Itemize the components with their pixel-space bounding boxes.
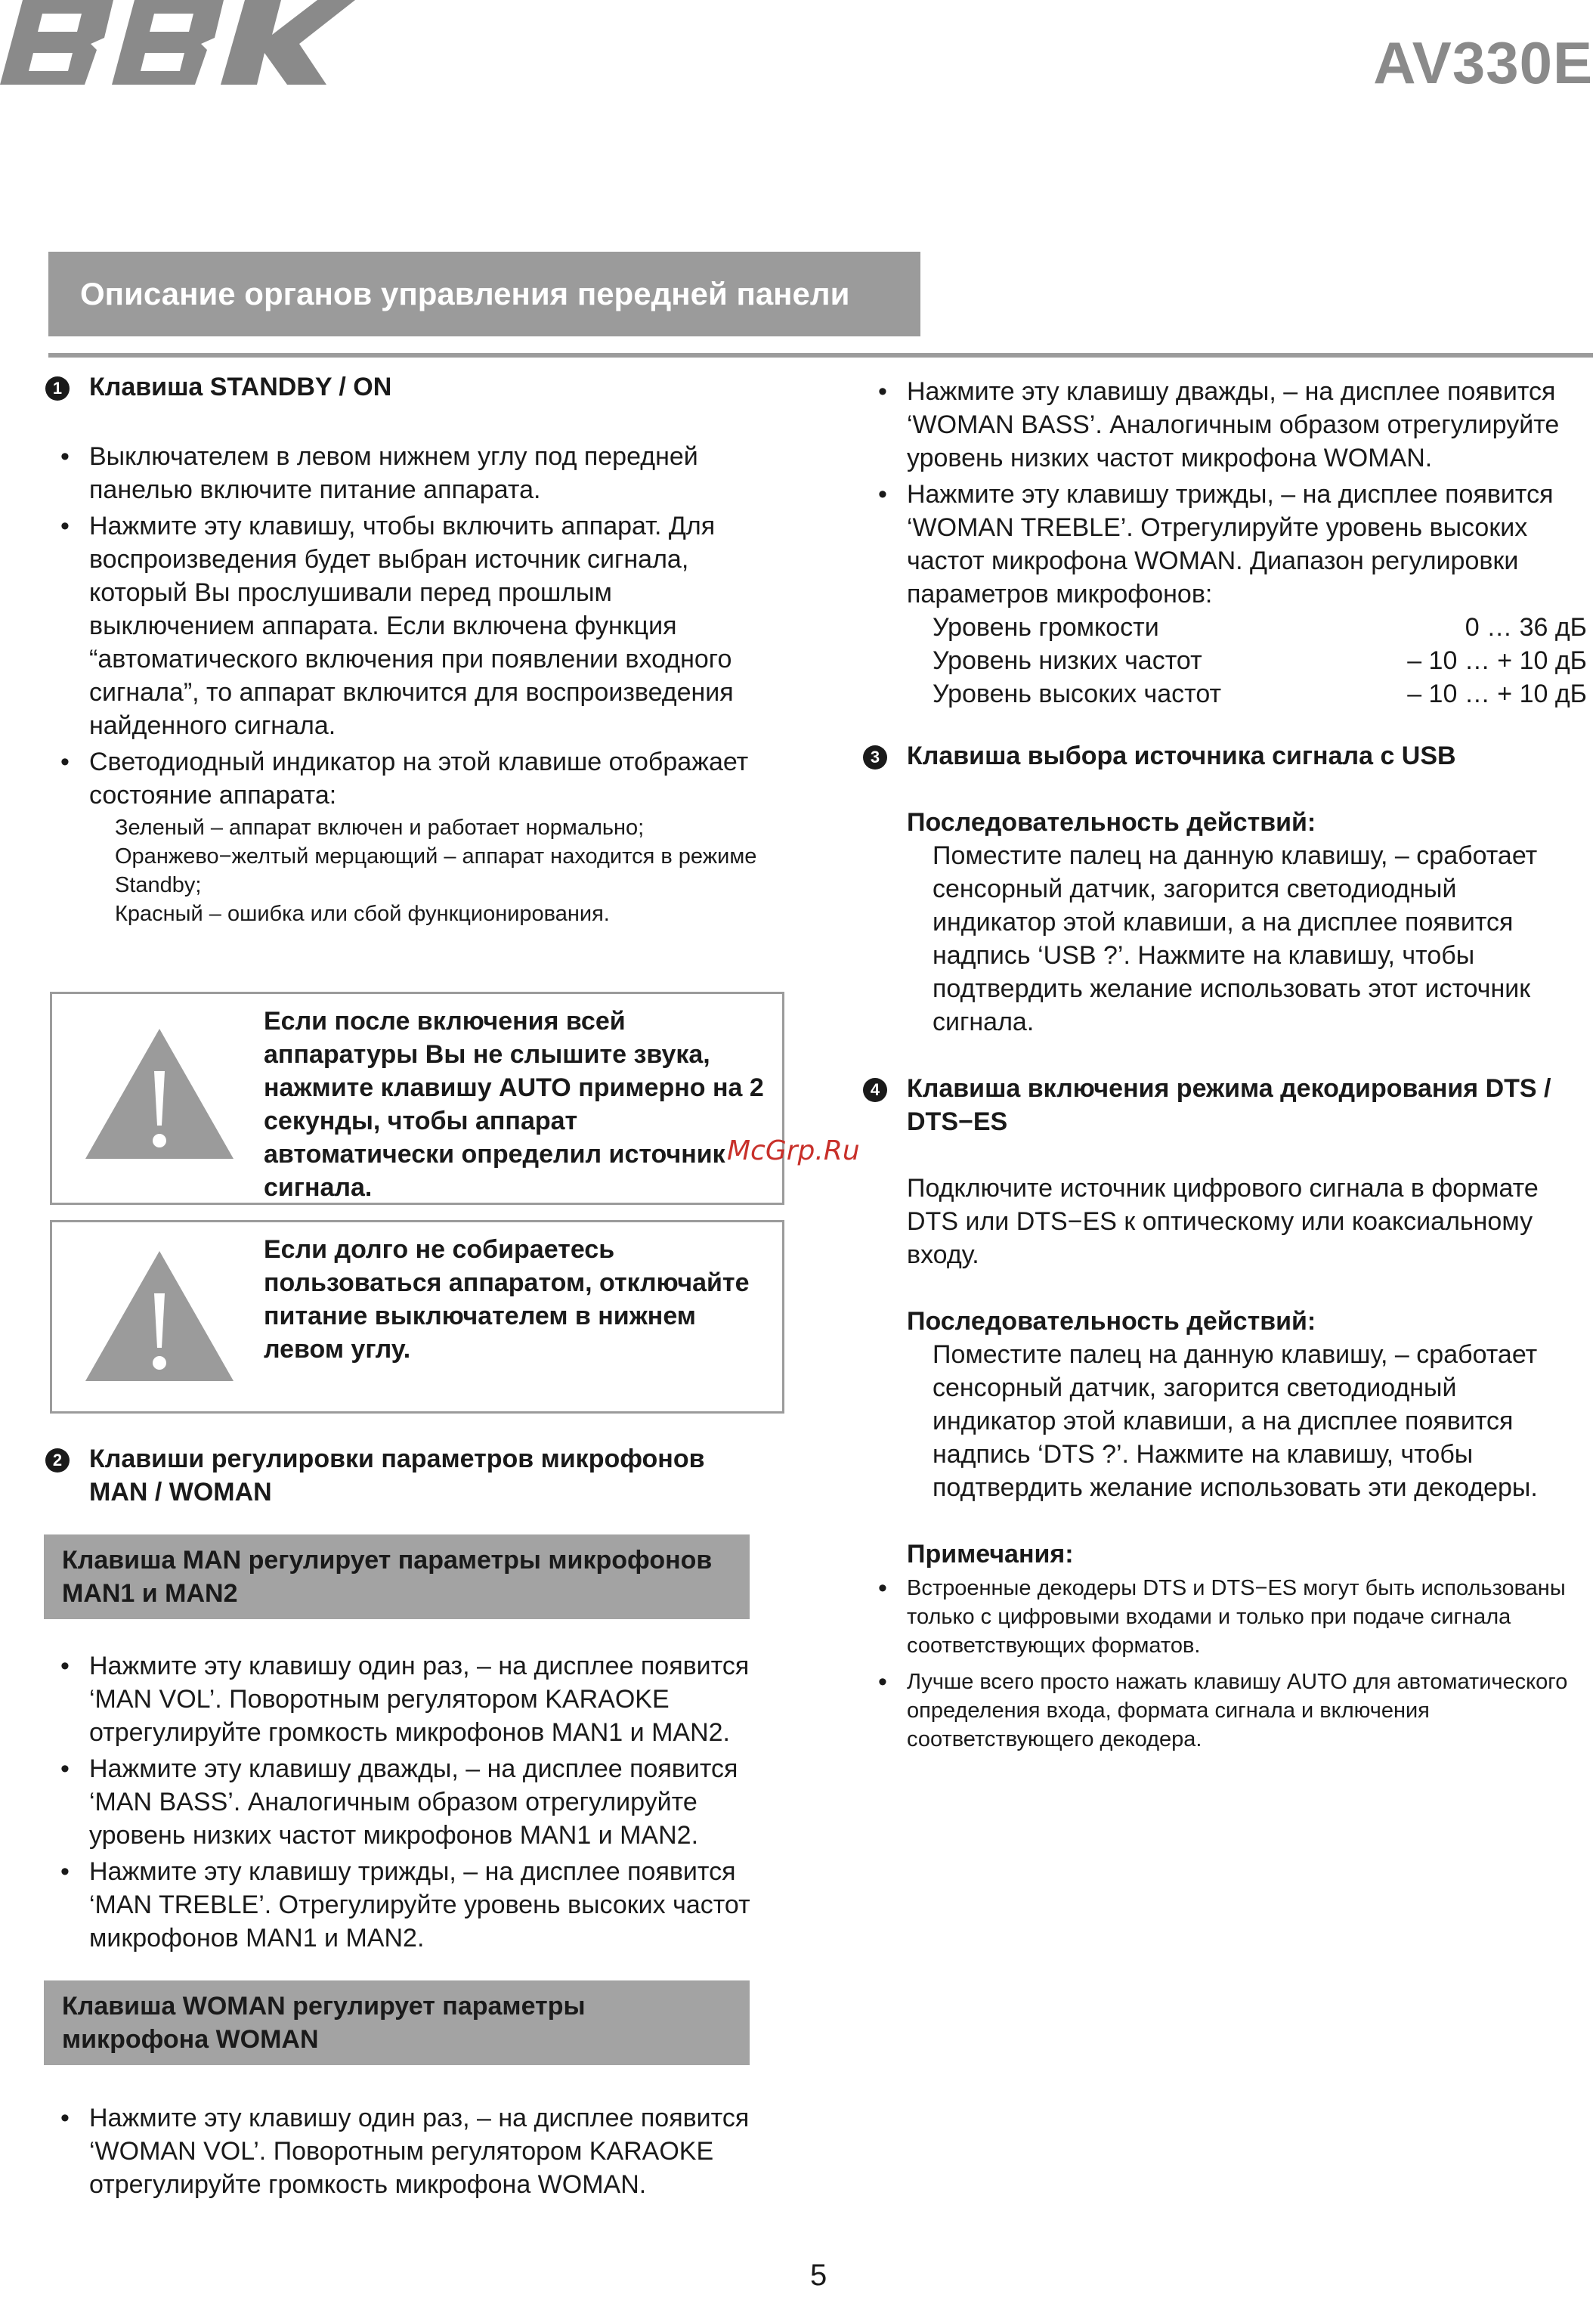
section-4-heading (861, 1072, 1587, 1138)
list-item: • Встроенные декодеры DTS и DTS−ES могут быть использованы только с цифровыми входами и только при подаче сигнала соответствующих форматов. (861, 1574, 1587, 1660)
list-item: • Лучше всего просто нажать клавишу AUTO для автоматического определения входа, формата сигнала и включения соответствующего декодера. (861, 1668, 1587, 1754)
notes-list (861, 1574, 1587, 1754)
range-row-treble (861, 677, 1587, 711)
section-3-heading (861, 739, 1587, 773)
range-table (861, 611, 1587, 711)
range-label: Уровень низких частот (933, 646, 1202, 675)
range-value: – 10 … + 10 дБ (1407, 680, 1587, 708)
range-label: Уровень громкости (933, 613, 1159, 642)
led-state-orange: Оранжево−желтый мерцающий – аппарат находится в режиме Standby; (115, 844, 757, 897)
right-column (861, 370, 1587, 1754)
list-item: • Нажмите эту клавишу трижды, – на дисплее появится ‘WOMAN TREBLE’. Отрегулируйте уровень высоких частот микрофона WOMAN. Диапазон регулировки параметров микрофонов: (861, 478, 1587, 611)
list-item: • Светодиодный индикатор на этой клавише отображает состояние аппарата: (44, 745, 769, 812)
woman-bullets-right (861, 375, 1587, 611)
section-1-bullets (44, 440, 769, 812)
range-value: 0 … 36 дБ (1465, 613, 1587, 642)
section-2-heading (44, 1442, 769, 1509)
range-row-volume (861, 611, 1587, 644)
section-number-2: 2 (45, 1448, 70, 1473)
model-name: AV330E (1373, 29, 1593, 96)
range-row-bass (861, 644, 1587, 677)
section-2-title: Клавиши регулировки параметров микрофонов MAN / WOMAN (89, 1445, 705, 1507)
woman-bullets-left (44, 2101, 769, 2201)
watermark: McGrp.Ru (727, 1135, 860, 1166)
section-number-4: 4 (863, 1078, 887, 1102)
list-item: • Нажмите эту клавишу дважды, – на дисплее появится ‘MAN BASS’. Аналогичным образом отрегулируйте уровень низких частот микрофонов MAN1 и MAN2. (44, 1752, 769, 1852)
section-1-heading (44, 370, 769, 404)
section-3-title: Клавиша выбора источника сигнала с USB (907, 742, 1456, 770)
list-item: • Нажмите эту клавишу, чтобы включить аппарат. Для воспроизведения будет выбран источник сигнала, который Вы прослушивали перед прошлым выключением аппарата. Если включена функция “автоматического включения при появлении входного сигнала”, то аппарат включится для воспроизведения найденного сигнала. (44, 509, 769, 742)
list-item: • Нажмите эту клавишу один раз, – на дисплее появится ‘WOMAN VOL’. Поворотным регулятором KARAOKE отрегулируйте громкость микрофона WOMAN. (44, 2101, 769, 2201)
section-4-steps: Поместите палец на данную клавишу, – сработает сенсорный датчик, загорится светодиодный индикатор этой клавиши, а на дисплее появится надпись ‘DTS ?’. Нажмите на клавишу, чтобы подтвердить желание использовать эти декодеры. (933, 1340, 1538, 1502)
man-key-box: Клавиша MAN регулирует параметры микрофонов MAN1 и MAN2 (44, 1534, 750, 1619)
notes-title: Примечания: (907, 1540, 1074, 1569)
range-label: Уровень высоких частот (933, 680, 1222, 708)
list-item: • Выключателем в левом нижнем углу под передней панелью включите питание аппарата. (44, 440, 769, 506)
section-4-intro: Подключите источник цифрового сигнала в формате DTS или DTS−ES к оптическому или коаксиальному входу. (907, 1174, 1539, 1269)
warning-triangle-icon (82, 1026, 237, 1162)
section-1-title: Клавиша STANDBY / ON (89, 373, 392, 401)
list-item: • Нажмите эту клавишу трижды, – на дисплее появится ‘MAN TREBLE’. Отрегулируйте уровень высоких частот микрофонов MAN1 и MAN2. (44, 1855, 769, 1955)
section-number-1: 1 (45, 376, 70, 401)
led-state-red: Красный – ошибка или сбой функционирования. (115, 902, 610, 926)
warning-box-2 (50, 1220, 784, 1414)
section-4-steps-title: Последовательность действий: (907, 1307, 1316, 1336)
led-state-green: Зеленый – аппарат включен и работает нормально; (115, 816, 645, 840)
warning-triangle-icon (82, 1248, 237, 1384)
page-number: 5 (810, 2259, 827, 2292)
man-bullets (44, 1649, 769, 1955)
section-4-title: Клавиша включения режима декодирования DTS / DTS−ES (907, 1074, 1551, 1136)
list-item: • Нажмите эту клавишу один раз, – на дисплее появится ‘MAN VOL’. Поворотным регулятором KARAOKE отрегулируйте громкость микрофонов MAN1 и MAN2. (44, 1649, 769, 1749)
bbk-logo (0, 0, 355, 87)
left-column (44, 370, 769, 2201)
warning-text-2: Если долго не собираетесь пользоваться аппаратом, отключайте питание выключателем в нижнем левом углу. (264, 1235, 750, 1364)
list-item: • Нажмите эту клавишу дважды, – на дисплее появится ‘WOMAN BASS’. Аналогичным образом отрегулируйте уровень низких частот микрофона WOMAN. (861, 375, 1587, 475)
woman-key-box: Клавиша WOMAN регулирует параметры микрофона WOMAN (44, 1980, 750, 2065)
warning-box-1 (50, 992, 784, 1205)
range-value: – 10 … + 10 дБ (1407, 646, 1587, 675)
section-3-steps: Поместите палец на данную клавишу, – сработает сенсорный датчик, загорится светодиодный индикатор этой клавиши, а на дисплее появится надпись ‘USB ?’. Нажмите на клавишу, чтобы подтвердить желание использовать этот источник сигнала. (933, 841, 1538, 1036)
section-3-steps-title: Последовательность действий: (907, 808, 1316, 837)
section-number-3: 3 (863, 745, 887, 770)
led-states (44, 813, 769, 928)
warning-text-1: Если после включения всей аппаратуры Вы не слышите звука, нажмите клавишу AUTO примерно на 2 секунды, чтобы аппарат автоматически определил источник сигнала. (264, 1007, 764, 1202)
header-divider (48, 353, 1593, 358)
section-title: Описание органов управления передней панели (48, 252, 920, 336)
